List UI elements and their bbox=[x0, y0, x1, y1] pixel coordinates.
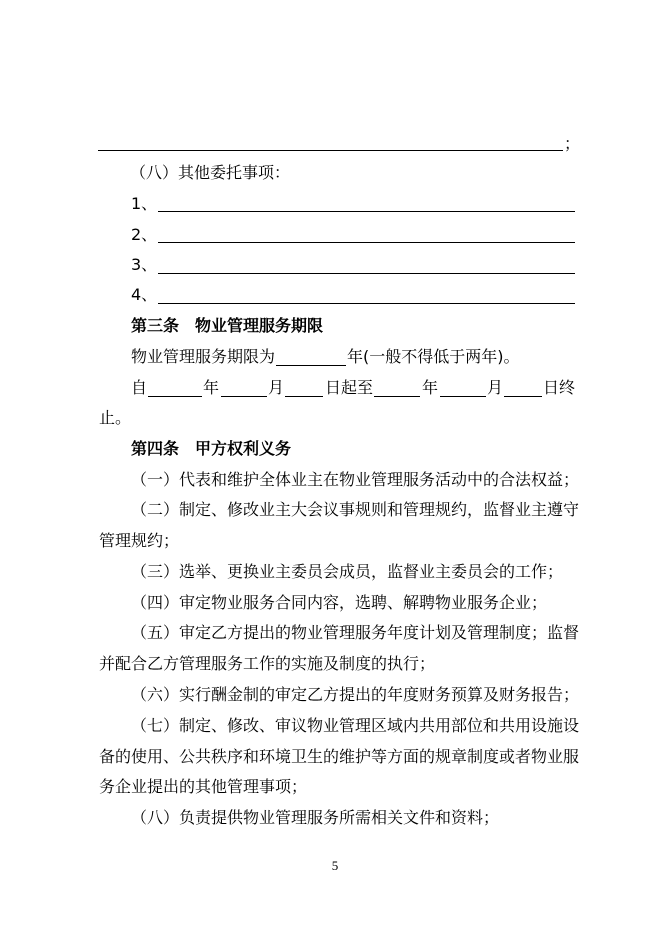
article4-item-1: （一）代表和维护全体业主在物业管理服务活动中的合法权益； bbox=[131, 470, 580, 489]
article4-item-7-cont1: 备的使用、公共秩序和环境卫生的维护等方面的规章制度或者物业服 bbox=[99, 747, 580, 766]
other-item-4-label: 4、 bbox=[131, 285, 158, 304]
other-item-2-label: 2、 bbox=[131, 225, 158, 244]
start-year-blank bbox=[148, 396, 202, 397]
article4-item-4: （四）审定物业服务合同内容，选聘、解聘物业服务企业； bbox=[131, 593, 548, 612]
other-item-1-blank bbox=[158, 211, 575, 212]
article4-item-5: （五）审定乙方提出的物业管理服务年度计划及管理制度；监督 bbox=[131, 623, 580, 642]
end-year-label: 年 bbox=[422, 378, 439, 397]
article4-item-2-cont: 管理规约； bbox=[99, 531, 180, 550]
term-years-blank bbox=[276, 365, 346, 366]
article4-item-7: （七）制定、修改、审议物业管理区域内共用部位和共用设施设 bbox=[131, 716, 580, 735]
article4-item-5-cont: 并配合乙方管理服务工作的实施及制度的执行； bbox=[99, 654, 436, 673]
article4-item-7-cont2: 务企业提出的其他管理事项； bbox=[99, 777, 308, 796]
article4-title: 第四条 甲方权利义务 bbox=[131, 439, 292, 458]
article4-item-3: （三）选举、更换业主委员会成员，监督业主委员会的工作； bbox=[131, 562, 564, 581]
term-prefix: 物业管理服务期限为 bbox=[131, 347, 276, 366]
other-item-3-label: 3、 bbox=[131, 255, 158, 274]
term-suffix: 年(一般不得低于两年)。 bbox=[347, 347, 520, 366]
article4-item-2: （二）制定、修改业主大会议事规则和管理规约，监督业主遵守 bbox=[131, 500, 580, 519]
other-item-3-blank bbox=[158, 273, 575, 274]
item8-heading: （八）其他委托事项： bbox=[130, 163, 291, 182]
end-month-blank bbox=[440, 396, 486, 397]
line-end-semicolon: ； bbox=[564, 134, 581, 153]
term-end-line2: 止。 bbox=[99, 408, 132, 427]
other-item-2-blank bbox=[158, 242, 575, 243]
article3-title: 第三条 物业管理服务期限 bbox=[131, 316, 324, 335]
end-day-label: 日终 bbox=[543, 378, 576, 397]
end-year-blank bbox=[374, 396, 420, 397]
end-month-label: 月 bbox=[487, 378, 504, 397]
blank-line-top bbox=[98, 150, 563, 151]
page-number: 5 bbox=[331, 858, 339, 873]
start-month-blank bbox=[221, 396, 267, 397]
article4-item-6: （六）实行酬金制的审定乙方提出的年度财务预算及财务报告； bbox=[131, 685, 580, 704]
start-day-blank bbox=[285, 396, 323, 397]
article4-item-8: （八）负责提供物业管理服务所需相关文件和资料； bbox=[131, 808, 500, 827]
start-month-label: 月 bbox=[268, 378, 285, 397]
from-label: 自 bbox=[131, 378, 148, 397]
start-day-label: 日起至 bbox=[325, 378, 374, 397]
other-item-4-blank bbox=[158, 303, 575, 304]
end-day-blank bbox=[504, 396, 542, 397]
start-year-label: 年 bbox=[203, 378, 220, 397]
other-item-1-label: 1、 bbox=[131, 194, 158, 213]
